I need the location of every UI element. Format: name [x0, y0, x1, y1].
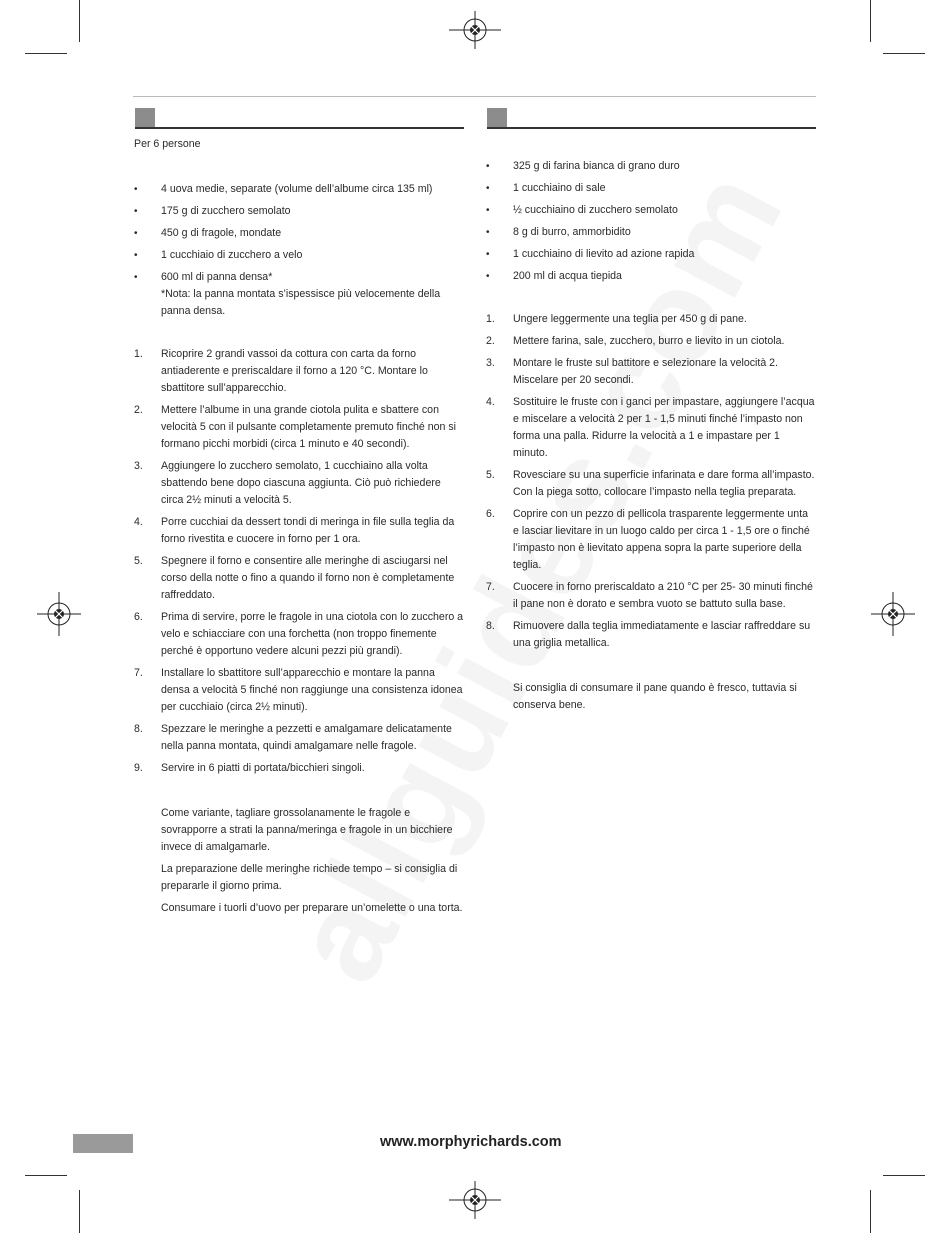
crop-mark: [883, 1175, 925, 1176]
bullet-icon: •: [486, 161, 490, 172]
step-item: 2. Mettere l’albume in una grande ciotola pulita e sbattere con velocità 5 con il pulsante completamente premuto finché non si formano picchi morbidi (circa 1 minuto e 40 secondi).: [134, 404, 457, 450]
top-rule: [133, 96, 816, 97]
list-item: • 325 g di farina bianca di grano duro: [486, 158, 816, 175]
bullet-icon: •: [486, 249, 490, 260]
step-item: 1. Ungere leggermente una teglia per 450 g di pane.: [486, 313, 747, 325]
crop-mark: [870, 1190, 871, 1233]
ingredients-list: [486, 158, 816, 285]
bullet-icon: •: [486, 227, 490, 238]
step-item: 3. Montare le fruste sul battitore e selezionare la velocità 2. Miscelare per 20 secondi.: [486, 357, 778, 386]
steps-list: [134, 346, 464, 777]
bullet-icon: •: [486, 271, 490, 282]
list-item: • 1 cucchiaio di zucchero a velo: [134, 247, 464, 264]
left-section-rule: [135, 127, 464, 129]
step-item: 5. Spegnere il forno e consentire alle meringhe di asciugarsi nel corso della notte o fino a quando il forno non è completamente raffreddato.: [134, 555, 455, 601]
step-item: 2. Mettere farina, sale, zucchero, burro e lievito in un ciotola.: [486, 335, 785, 347]
step-item: 6. Coprire con un pezzo di pellicola trasparente leggermente unta e lasciar lievitare in un luogo caldo per circa 1 - 1,5 ore o finché l’impasto non è lievitato appena sopra la parte superiore della teglia.: [486, 508, 810, 571]
bullet-icon: •: [134, 250, 138, 261]
bullet-icon: •: [486, 205, 490, 216]
note-text: Come variante, tagliare grossolanamente le fragole e sovrapporre a strati la panna/meringa e fragole in un bicchiere invece di amalgamarle.: [161, 807, 453, 853]
step-item: 4. Sostituire le fruste con i ganci per impastare, aggiungere l’acqua e miscelare a velocità 2 per 1 - 1,5 minuti finché l’impasto non forma una palla. Ridurre la velocità a 1 e impastare per 1 minuto.: [486, 396, 815, 459]
list-item: • 600 ml di panna densa* *Nota: la panna montata s’ispessisce più velocemente della panna densa.: [134, 269, 464, 320]
step-item: 3. Aggiungere lo zucchero semolato, 1 cucchiaino alla volta sbattendo bene dopo ciascuna aggiunta. Ciò può richiedere circa 2½ minuti a velocità 5.: [134, 460, 441, 506]
servings-text: Per 6 persone: [134, 138, 201, 150]
notes: [134, 805, 464, 917]
step-item: 9. Servire in 6 piatti di portata/bicchieri singoli.: [134, 762, 365, 774]
note-text: Si consiglia di consumare il pane quando è fresco, tuttavia si conserva bene.: [513, 682, 797, 711]
list-item: • 450 g di fragole, mondate: [134, 225, 464, 242]
right-column: [486, 158, 816, 714]
step-item: 1. Ricoprire 2 grandi vassoi da cottura con carta da forno antiaderente e preriscaldare il forno a 120 °C. Montare lo sbattitore sull’apparecchio.: [134, 348, 428, 394]
list-item: • 1 cucchiaino di sale: [486, 180, 816, 197]
crop-mark: [25, 1175, 67, 1176]
crop-mark: [25, 53, 67, 54]
registration-mark-icon: [871, 592, 915, 636]
registration-mark-icon: [449, 9, 501, 51]
step-item: 4. Porre cucchiai da dessert tondi di meringa in file sulla teglia da forno rivestita e cuocere in forno per 1 ora.: [134, 516, 455, 545]
registration-mark-icon: [449, 1179, 501, 1221]
ingredients-list: [134, 181, 464, 320]
step-item: 6. Prima di servire, porre le fragole in una ciotola con lo zucchero a velo e schiacciare con una forchetta (non troppo finemente perché è opportuno vedere alcuni pezzi più grandi).: [134, 611, 464, 657]
bullet-icon: •: [134, 272, 138, 283]
right-section-rule: [487, 127, 816, 129]
bullet-icon: •: [134, 206, 138, 217]
registration-mark-icon: [37, 592, 81, 636]
crop-mark: [79, 1190, 80, 1233]
page-number-box: [73, 1134, 133, 1153]
step-item: 5. Rovesciare su una superficie infarinata e dare forma all’impasto. Con la piega sotto, collocare l’impasto nella teglia preparata.: [486, 469, 815, 498]
step-item: 7. Cuocere in forno preriscaldato a 210 °C per 25- 30 minuti finché il pane non è dorato e sembra vuoto se battuto sulla base.: [486, 581, 813, 610]
note-text: Consumare i tuorli d’uovo per preparare un’omelette o una torta.: [161, 902, 463, 914]
left-section-marker: [135, 108, 155, 127]
step-item: 8. Spezzare le meringhe a pezzetti e amalgamare delicatamente nella panna montata, quindi amalgamare nelle fragole.: [134, 723, 452, 752]
bullet-icon: •: [134, 228, 138, 239]
step-item: 8. Rimuovere dalla teglia immediatamente e lasciar raffreddare su una griglia metallica.: [486, 620, 811, 649]
list-item: • 4 uova medie, separate (volume dell’albume circa 135 ml): [134, 181, 464, 198]
right-section-marker: [487, 108, 507, 127]
crop-mark: [883, 53, 925, 54]
steps-list: [486, 311, 816, 652]
step-item: 7. Installare lo sbattitore sull’apparecchio e montare la panna densa a velocità 5 finché non raggiunge una consistenza idonea per cucchiaio (circa 2½ minuti).: [134, 667, 463, 713]
left-column: [134, 136, 464, 917]
bullet-icon: •: [486, 183, 490, 194]
footer-url: www.morphyrichards.com: [380, 1134, 562, 1150]
list-item: • 1 cucchiaino di lievito ad azione rapida: [486, 246, 816, 263]
crop-mark: [870, 0, 871, 42]
list-item: • ½ cucchiaino di zucchero semolato: [486, 202, 816, 219]
list-item: • 175 g di zucchero semolato: [134, 203, 464, 220]
cream-note: *Nota: la panna montata s’ispessisce più velocemente della panna densa.: [161, 288, 441, 317]
note-text: La preparazione delle meringhe richiede tempo – si consiglia di prepararle il giorno prima.: [161, 863, 458, 892]
list-item: • 8 g di burro, ammorbidito: [486, 224, 816, 241]
list-item: • 200 ml di acqua tiepida: [486, 268, 816, 285]
bullet-icon: •: [134, 184, 138, 195]
crop-mark: [79, 0, 80, 42]
